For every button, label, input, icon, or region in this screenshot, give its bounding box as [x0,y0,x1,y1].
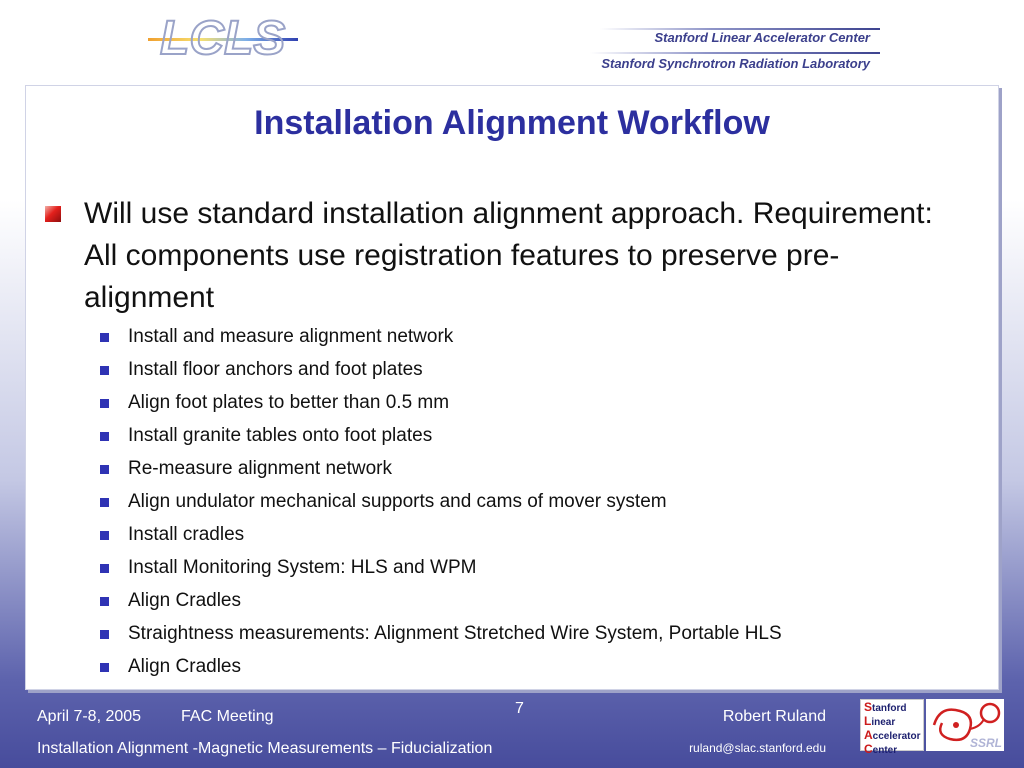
square-bullet-icon [100,630,109,639]
square-bullet-icon [100,432,109,441]
list-item-text: Install floor anchors and foot plates [128,359,423,380]
main-bullet-icon [45,206,61,222]
list-item-text: Install granite tables onto foot plates [128,425,433,446]
list-item-text: Re-measure alignment network [128,458,393,479]
square-bullet-icon [100,663,109,672]
list-item-text: Align undulator mechanical supports and cams of mover system [128,491,667,512]
lab-name-ssrl: Stanford Synchrotron Radiation Laboratory [601,56,870,71]
list-item [100,386,970,419]
list-item-text: Align Cradles [128,656,241,677]
list-item-text: Straightness measurements: Alignment Stretched Wire System, Portable HLS [128,623,782,644]
square-bullet-icon [100,564,109,573]
square-bullet-icon [100,465,109,474]
header-rule-2 [590,52,880,54]
page-number: 7 [515,700,524,717]
slide-title: Installation Alignment Workflow [254,104,770,142]
square-bullet-icon [100,333,109,342]
footer-author: Robert Ruland [722,708,826,725]
square-bullet-icon [100,597,109,606]
lcls-logo-text: LCLS [160,12,286,65]
list-item [100,485,970,518]
list-item [100,584,970,617]
list-item [100,320,970,353]
list-item [100,518,970,551]
list-item-text: Install and measure alignment network [128,326,454,347]
lcls-logo [140,6,300,68]
list-item [100,353,970,386]
list-item-text: Install cradles [128,524,245,545]
list-item [100,551,970,584]
list-item [100,617,970,650]
list-item-text: Align foot plates to better than 0.5 mm [128,392,450,413]
list-item [100,452,970,485]
list-item-text: Align Cradles [128,590,241,611]
list-item [100,650,970,683]
square-bullet-icon [100,399,109,408]
list-item [100,419,970,452]
footer-presentation-title: Installation Alignment -Magnetic Measurements – Fiducialization [37,740,493,757]
slac-logo: Stanford Linear Accelerator Center [860,699,924,751]
square-bullet-icon [100,531,109,540]
square-bullet-icon [100,498,109,507]
footer-date: April 7-8, 2005 [37,708,142,725]
header-bar [0,0,1024,84]
lab-name-slac: Stanford Linear Accelerator Center [654,30,870,45]
footer-meeting: FAC Meeting [181,708,274,725]
sub-bullet-list [100,320,970,683]
ssrl-logo [926,699,1004,751]
footer-email: ruland@slac.stanford.edu [689,741,826,755]
ssrl-logo-text: SSRL [970,736,1003,750]
list-item-text: Install Monitoring System: HLS and WPM [128,557,477,578]
main-bullet-text: Will use standard installation alignment approach. Requirement: All components use registration features to preserve pre-alignment [84,197,933,314]
square-bullet-icon [100,366,109,375]
